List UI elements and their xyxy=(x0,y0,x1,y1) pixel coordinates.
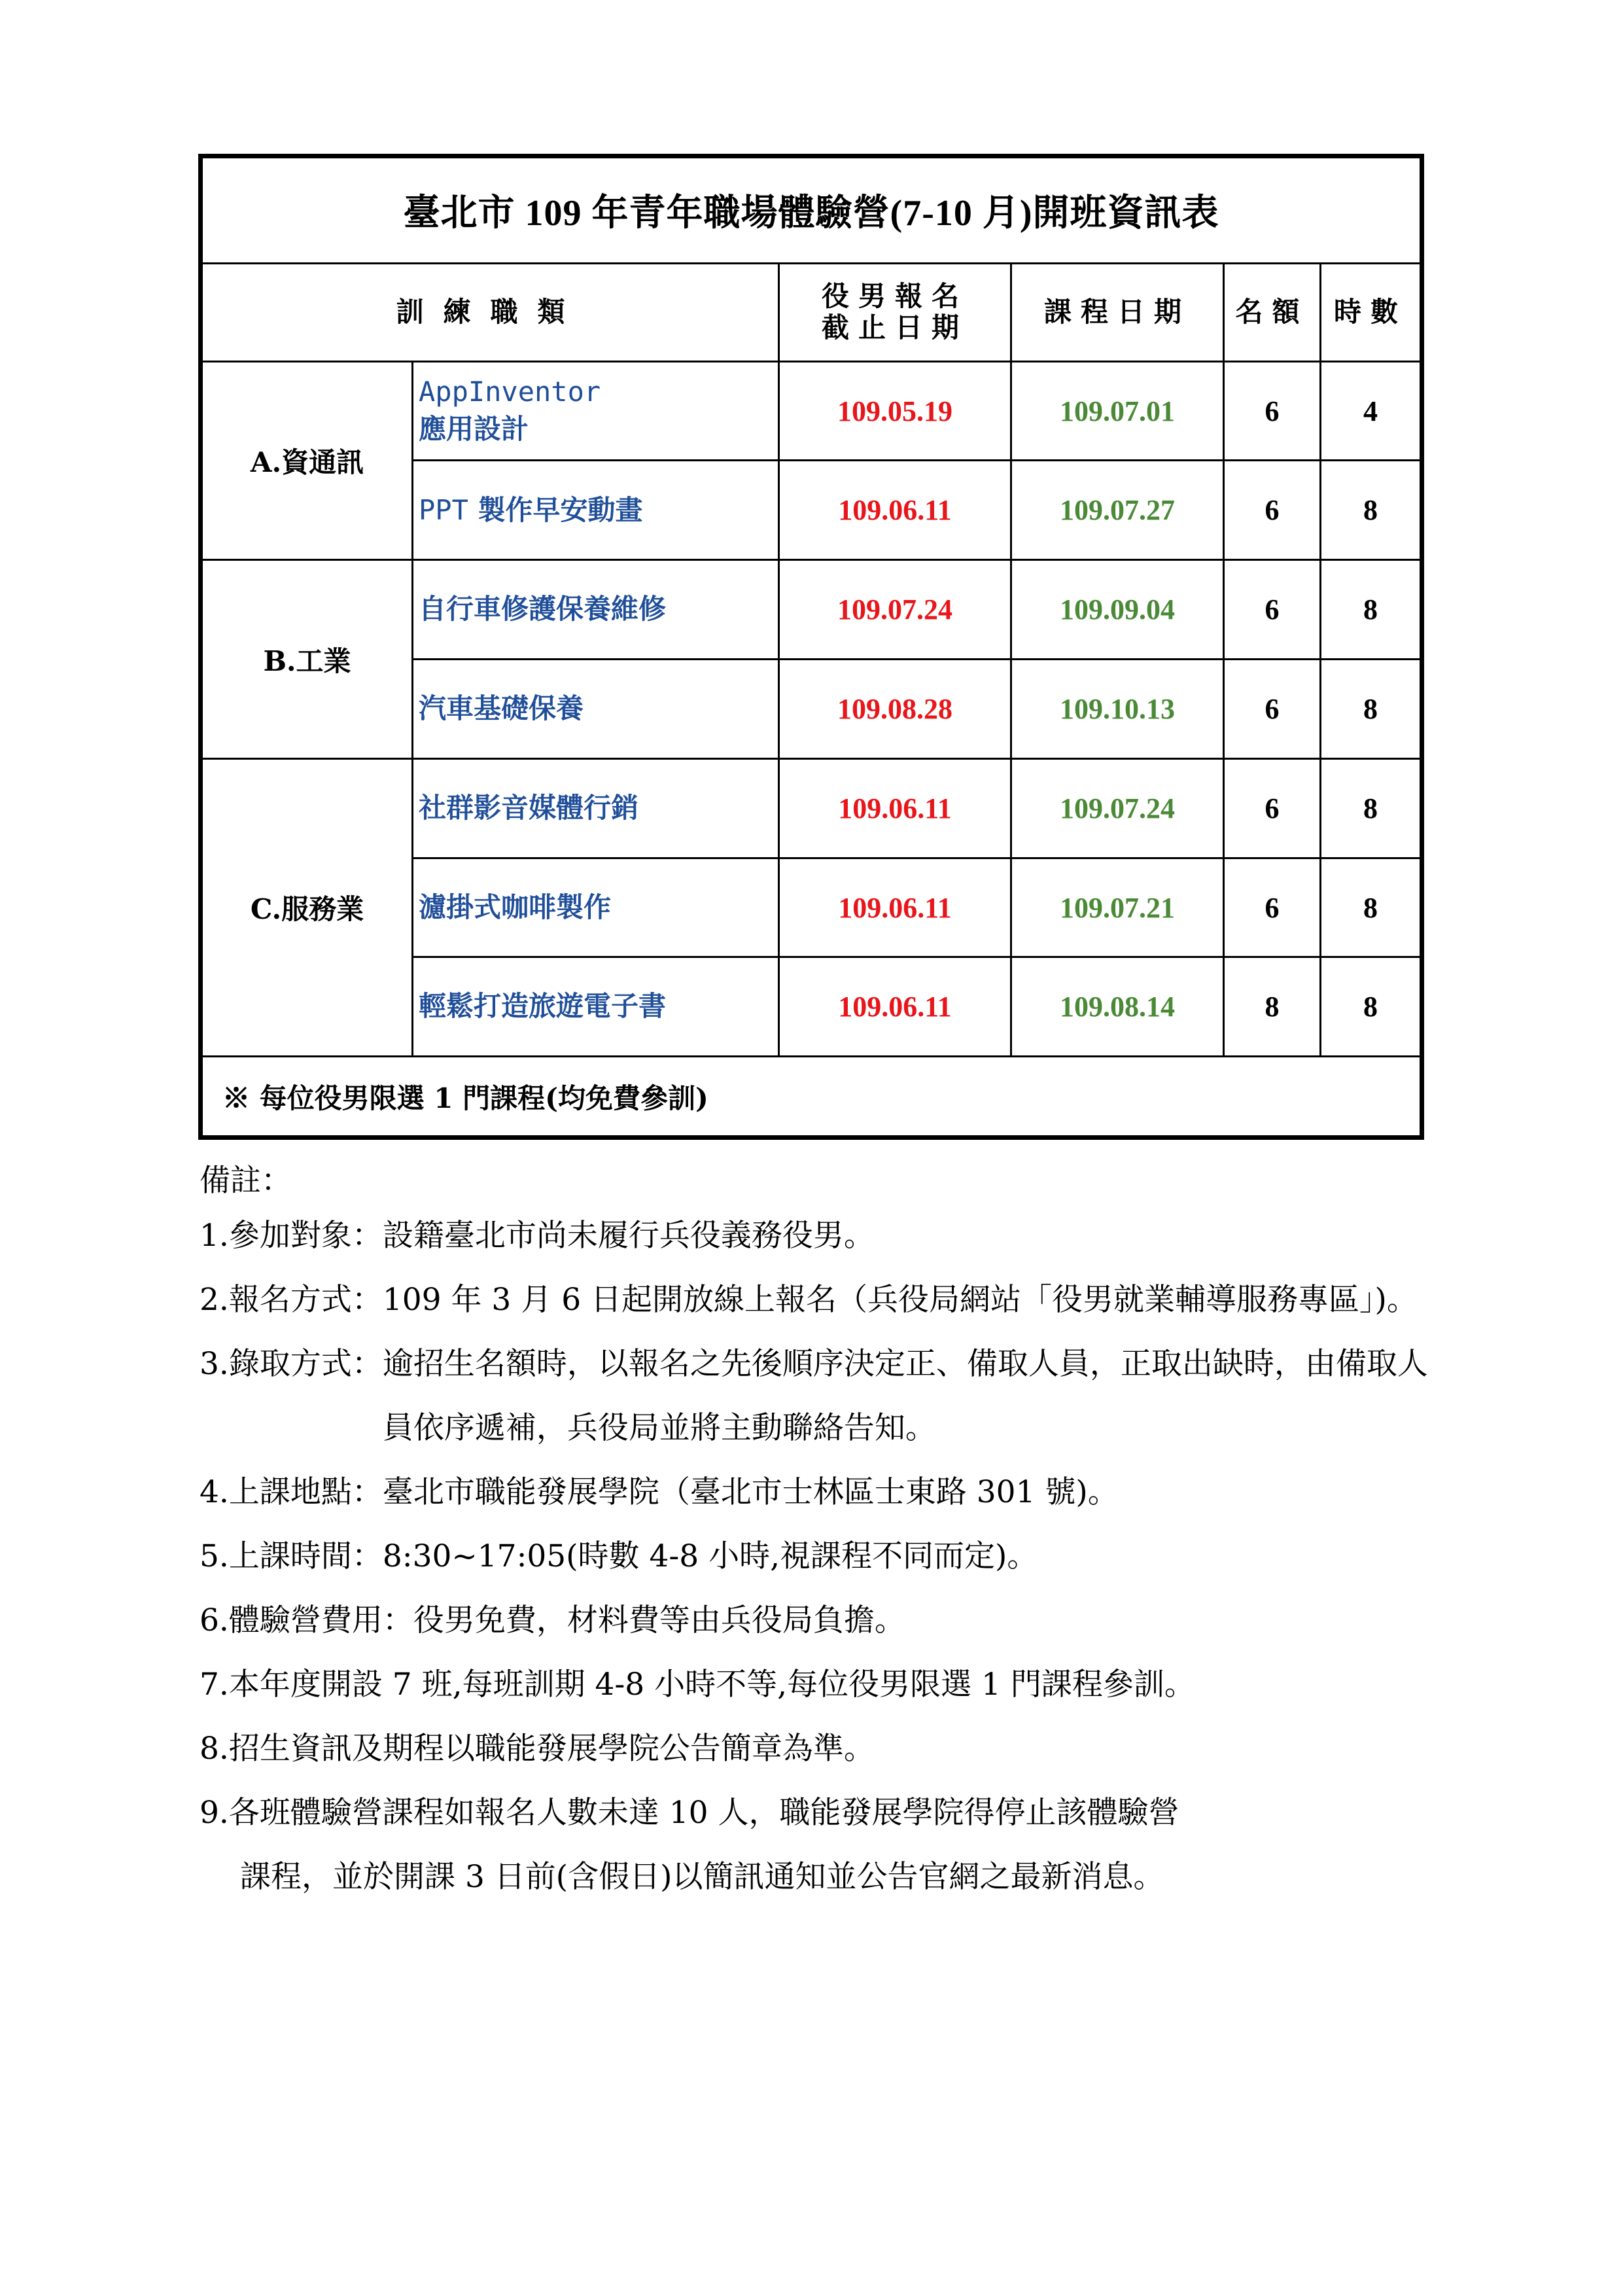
course-date-value: 109.07.21 xyxy=(1011,858,1224,957)
remark-item xyxy=(200,1717,1429,1781)
remark-item xyxy=(200,1460,1429,1525)
course-name: 自行車修護保養維修 xyxy=(413,560,779,660)
course-date-value: 109.10.13 xyxy=(1011,660,1224,759)
remark-label: 錄取方式： xyxy=(228,1346,383,1382)
remark-text: 各班體驗營課程如報名人數未達 10 人，職能發展學院得停止該體驗營 xyxy=(228,1795,1179,1831)
schedule-table xyxy=(198,154,1424,1140)
remark-text: 逾招生名額時，以報名之先後順序決定正、備取人員，正取出缺時，由備取人員依序遞補，兵役局並將主動聯絡告知。 xyxy=(382,1346,1428,1446)
header-category: 訓練職類 xyxy=(201,263,779,361)
course-name: PPT 製作早安動畫 xyxy=(413,461,779,560)
quota-value: 6 xyxy=(1224,758,1321,858)
course-date-value: 109.07.24 xyxy=(1011,758,1224,858)
category-label: B.工業 xyxy=(201,560,413,759)
course-name: 濾掛式咖啡製作 xyxy=(413,858,779,957)
remark-item xyxy=(200,1204,1429,1268)
hours-value: 8 xyxy=(1321,957,1422,1057)
remark-number: 1. xyxy=(200,1218,229,1254)
remark-label: 參加對象： xyxy=(228,1218,383,1254)
hours-value: 8 xyxy=(1321,858,1422,957)
remark-item xyxy=(200,1332,1429,1460)
deadline-value: 109.06.11 xyxy=(779,461,1011,560)
course-name: 輕鬆打造旅遊電子書 xyxy=(413,957,779,1057)
quota-value: 6 xyxy=(1224,361,1321,461)
remark-number: 5. xyxy=(200,1538,229,1574)
table-row xyxy=(201,758,1422,858)
category-label: C.服務業 xyxy=(201,758,413,1056)
table-row xyxy=(201,361,1422,461)
header-row xyxy=(201,263,1422,361)
remark-item xyxy=(200,1525,1429,1589)
course-name: 汽車基礎保養 xyxy=(413,660,779,759)
remark-item xyxy=(200,1653,1429,1717)
quota-value: 6 xyxy=(1224,660,1321,759)
deadline-value: 109.05.19 xyxy=(779,361,1011,461)
deadline-value: 109.07.24 xyxy=(779,560,1011,660)
remark-label: 上課地點： xyxy=(228,1474,383,1510)
remarks-section xyxy=(200,1158,1429,1909)
hours-value: 8 xyxy=(1321,660,1422,759)
table-title: 臺北市 109 年青年職場體驗營(7-10 月)開班資訊表 xyxy=(201,156,1422,264)
remark-number: 8. xyxy=(200,1731,229,1767)
category-label: A.資通訊 xyxy=(201,361,413,560)
hours-value: 8 xyxy=(1321,560,1422,660)
table-note: ※ 每位役男限選 1 門課程(均免費參訓) xyxy=(201,1057,1422,1138)
deadline-value: 109.06.11 xyxy=(779,758,1011,858)
header-quota: 名額 xyxy=(1224,263,1321,361)
quota-value: 6 xyxy=(1224,461,1321,560)
course-date-value: 109.08.14 xyxy=(1011,957,1224,1057)
remark-number: 3. xyxy=(200,1346,229,1382)
header-course-date: 課程日期 xyxy=(1011,263,1224,361)
remark-item xyxy=(200,1268,1429,1332)
course-date-value: 109.07.01 xyxy=(1011,361,1224,461)
remark-number: 6. xyxy=(200,1602,229,1638)
remark-text: 本年度開設 7 班,每班訓期 4-8 小時不等,每位役男限選 1 門課程參訓。 xyxy=(228,1667,1195,1703)
quota-value: 8 xyxy=(1224,957,1321,1057)
deadline-value: 109.06.11 xyxy=(779,957,1011,1057)
course-date-value: 109.07.27 xyxy=(1011,461,1224,560)
course-date-value: 109.09.04 xyxy=(1011,560,1224,660)
hours-value: 8 xyxy=(1321,758,1422,858)
remark-text: 8:30~17:05(時數 4-8 小時,視課程不同而定)。 xyxy=(382,1538,1038,1574)
header-hours: 時數 xyxy=(1321,263,1422,361)
remark-number: 2. xyxy=(200,1282,229,1318)
deadline-value: 109.08.28 xyxy=(779,660,1011,759)
remark-text-continued: 課程，並於開課 3 日前(含假日)以簡訊通知並公告官網之最新消息。 xyxy=(240,1859,1164,1895)
remark-item xyxy=(200,1589,1429,1653)
remark-label: 體驗營費用： xyxy=(228,1602,413,1638)
quota-value: 6 xyxy=(1224,560,1321,660)
hours-value: 4 xyxy=(1321,361,1422,461)
remark-label: 上課時間： xyxy=(228,1538,383,1574)
deadline-value: 109.06.11 xyxy=(779,858,1011,957)
remark-item xyxy=(200,1781,1429,1909)
header-deadline: 役男報名 截止日期 xyxy=(779,263,1011,361)
remark-text: 臺北市職能發展學院（臺北市士林區士東路 301 號)。 xyxy=(382,1474,1119,1510)
remark-number: 7. xyxy=(200,1667,229,1703)
remarks-heading: 備註： xyxy=(200,1163,292,1199)
table-row xyxy=(201,560,1422,660)
remark-number: 4. xyxy=(200,1474,229,1510)
course-name: 社群影音媒體行銷 xyxy=(413,758,779,858)
remark-text: 役男免費，材料費等由兵役局負擔。 xyxy=(413,1602,905,1638)
remark-number: 9. xyxy=(200,1795,229,1831)
course-name: AppInventor 應用設計 xyxy=(413,361,779,461)
remark-label: 報名方式： xyxy=(228,1282,383,1318)
remark-text: 109 年 3 月 6 日起開放線上報名（兵役局網站「役男就業輔導服務專區」)。 xyxy=(382,1282,1418,1318)
remark-text: 招生資訊及期程以職能發展學院公告簡章為準。 xyxy=(228,1731,875,1767)
hours-value: 8 xyxy=(1321,461,1422,560)
quota-value: 6 xyxy=(1224,858,1321,957)
remark-text: 設籍臺北市尚未履行兵役義務役男。 xyxy=(382,1218,875,1254)
